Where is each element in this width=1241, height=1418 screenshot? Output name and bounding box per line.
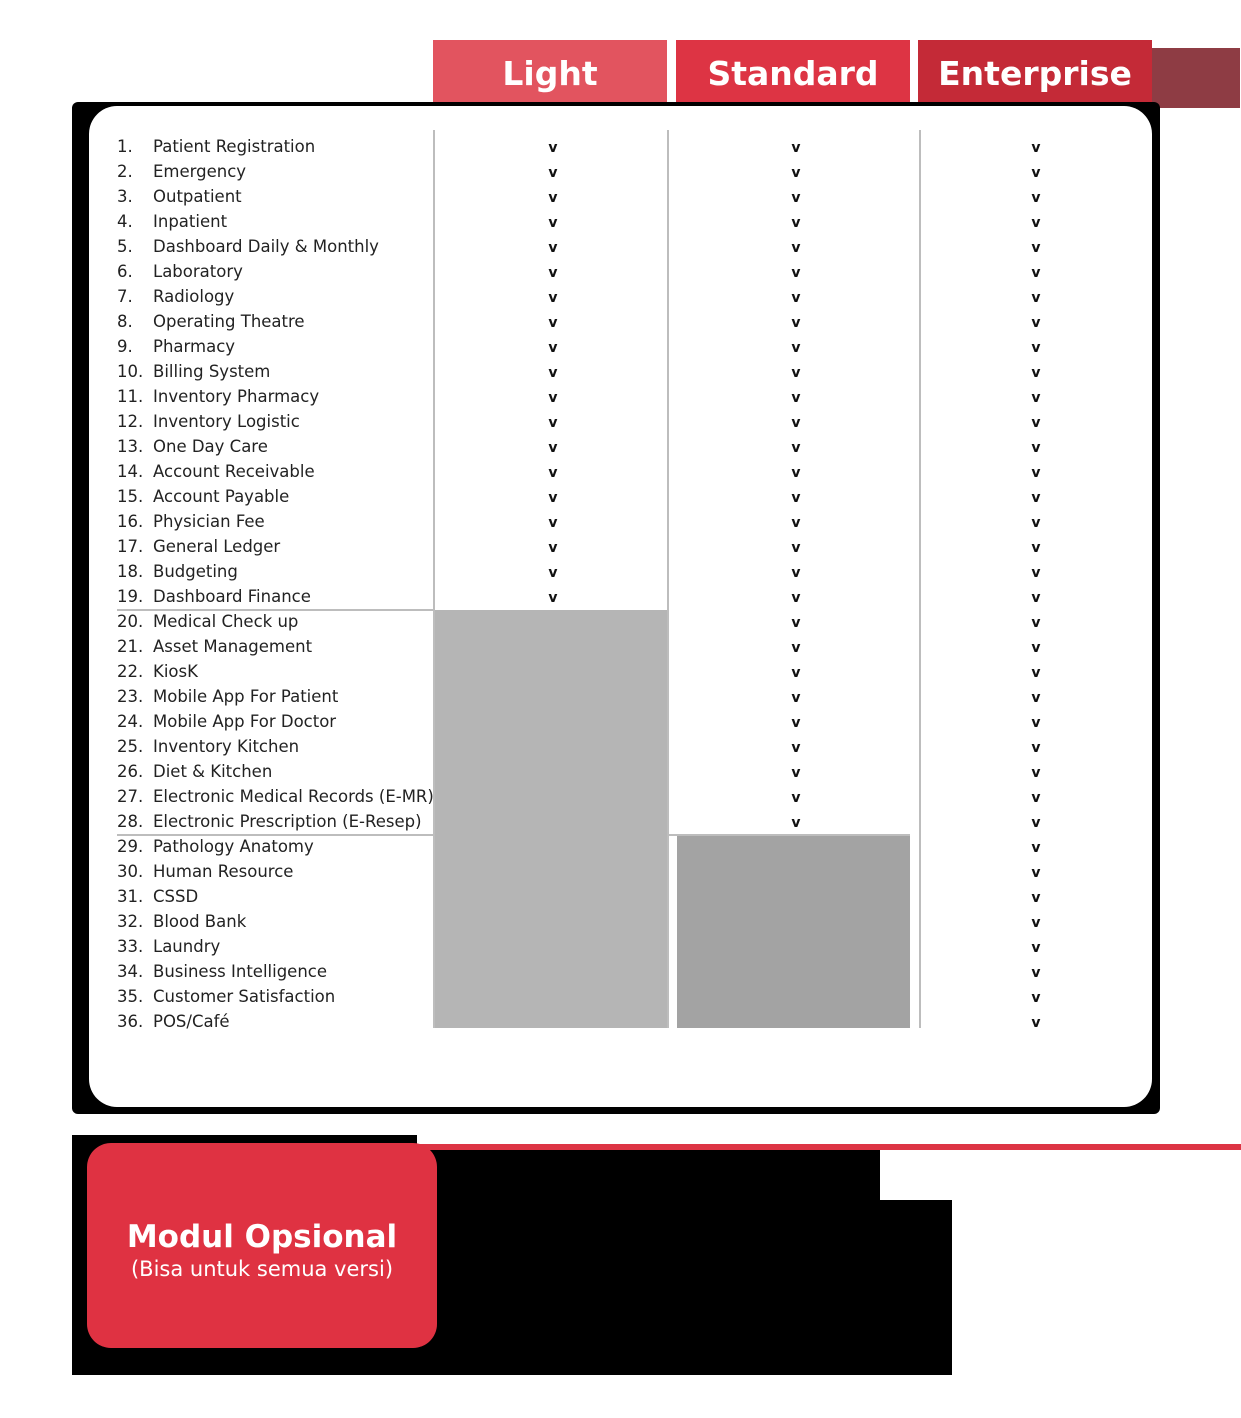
- module-number: 11.: [117, 387, 144, 406]
- module-row: [117, 360, 437, 385]
- check-mark-standard: v: [791, 515, 801, 531]
- module-row: [117, 835, 437, 860]
- module-label: Operating Theatre: [153, 312, 305, 331]
- module-row: [117, 285, 437, 310]
- check-mark-enterprise: v: [1031, 990, 1041, 1006]
- check-mark-standard: v: [791, 265, 801, 281]
- module-number: 5.: [117, 237, 133, 256]
- module-number: 25.: [117, 737, 144, 756]
- check-mark-standard: v: [791, 440, 801, 456]
- module-number: 30.: [117, 862, 144, 881]
- module-number: 32.: [117, 912, 144, 931]
- check-mark-standard: v: [791, 490, 801, 506]
- module-label: Diet & Kitchen: [153, 762, 273, 781]
- module-row: [117, 810, 437, 835]
- module-number: 23.: [117, 687, 144, 706]
- module-number: 18.: [117, 562, 144, 581]
- check-mark-light: v: [548, 540, 558, 556]
- module-row: [117, 910, 437, 935]
- check-mark-light: v: [548, 590, 558, 606]
- tier-header-standard: Standard: [676, 40, 910, 107]
- module-label: Dashboard Daily & Monthly: [153, 237, 379, 256]
- check-mark-standard: v: [791, 640, 801, 656]
- optional-title: Modul Opsional: [126, 1218, 398, 1255]
- check-mark-standard: v: [791, 240, 801, 256]
- module-label: Inventory Logistic: [153, 412, 300, 431]
- module-row: [117, 610, 437, 635]
- module-row: [117, 885, 437, 910]
- tier-divider-standard-col: [667, 834, 910, 836]
- module-label: Radiology: [153, 287, 235, 306]
- module-number: 13.: [117, 437, 144, 456]
- module-label: One Day Care: [153, 437, 268, 456]
- check-mark-enterprise: v: [1031, 315, 1041, 331]
- check-mark-standard: v: [791, 140, 801, 156]
- module-label: Business Intelligence: [153, 962, 328, 981]
- check-mark-enterprise: v: [1031, 515, 1041, 531]
- module-number: 29.: [117, 837, 144, 856]
- check-mark-standard: v: [791, 565, 801, 581]
- module-label: Asset Management: [153, 637, 313, 656]
- check-mark-standard: v: [791, 190, 801, 206]
- check-mark-enterprise: v: [1031, 615, 1041, 631]
- module-label: Mobile App For Patient: [153, 687, 339, 706]
- check-mark-standard: v: [791, 365, 801, 381]
- module-label: Inventory Kitchen: [153, 737, 300, 756]
- module-label: Inpatient: [153, 212, 228, 231]
- module-label: Pharmacy: [153, 337, 236, 356]
- module-row: [117, 485, 437, 510]
- tier-header-light: Light: [433, 40, 667, 107]
- check-mark-standard: v: [791, 390, 801, 406]
- module-row: [117, 535, 437, 560]
- check-mark-standard: v: [791, 340, 801, 356]
- module-number: 1.: [117, 137, 133, 156]
- module-label: Dashboard Finance: [153, 587, 311, 606]
- check-mark-enterprise: v: [1031, 540, 1041, 556]
- module-number: 8.: [117, 312, 133, 331]
- check-mark-light: v: [548, 440, 558, 456]
- optional-subtitle: (Bisa untuk semua versi): [130, 1256, 394, 1281]
- module-number: 17.: [117, 537, 144, 556]
- check-mark-enterprise: v: [1031, 240, 1041, 256]
- check-mark-enterprise: v: [1031, 390, 1041, 406]
- module-row: [117, 410, 437, 435]
- module-row: [117, 435, 437, 460]
- module-row: [117, 960, 437, 985]
- module-label: Physician Fee: [153, 512, 265, 531]
- module-number: 14.: [117, 462, 144, 481]
- check-mark-enterprise: v: [1031, 640, 1041, 656]
- module-row: [117, 760, 437, 785]
- check-mark-enterprise: v: [1031, 665, 1041, 681]
- check-mark-enterprise: v: [1031, 190, 1041, 206]
- module-label: Laundry: [153, 937, 221, 956]
- module-label: Account Receivable: [153, 462, 315, 481]
- module-row: [117, 260, 437, 285]
- module-row: [117, 385, 437, 410]
- check-mark-light: v: [548, 365, 558, 381]
- check-mark-standard: v: [791, 740, 801, 756]
- check-mark-standard: v: [791, 590, 801, 606]
- check-mark-enterprise: v: [1031, 915, 1041, 931]
- module-number: 4.: [117, 212, 133, 231]
- check-mark-enterprise: v: [1031, 765, 1041, 781]
- check-mark-enterprise: v: [1031, 690, 1041, 706]
- check-mark-light: v: [548, 165, 558, 181]
- check-mark-light: v: [548, 315, 558, 331]
- module-row: [117, 135, 437, 160]
- check-mark-enterprise: v: [1031, 265, 1041, 281]
- module-row: [117, 335, 437, 360]
- check-mark-standard: v: [791, 165, 801, 181]
- module-row: [117, 860, 437, 885]
- module-number: 2.: [117, 162, 133, 181]
- module-row: [117, 510, 437, 535]
- optional-module-box: [87, 1143, 437, 1348]
- module-number: 28.: [117, 812, 144, 831]
- optional-shadow-cut: [880, 1150, 1241, 1200]
- module-number: 20.: [117, 612, 144, 631]
- check-mark-light: v: [548, 490, 558, 506]
- module-number: 22.: [117, 662, 144, 681]
- module-row: [117, 460, 437, 485]
- check-mark-enterprise: v: [1031, 715, 1041, 731]
- module-label: Outpatient: [153, 187, 242, 206]
- check-mark-enterprise: v: [1031, 815, 1041, 831]
- module-row: [117, 660, 437, 685]
- module-number: 15.: [117, 487, 144, 506]
- check-mark-enterprise: v: [1031, 890, 1041, 906]
- module-row: [117, 685, 437, 710]
- column-divider-enterprise: [919, 130, 921, 1028]
- check-mark-light: v: [548, 140, 558, 156]
- check-mark-light: v: [548, 340, 558, 356]
- module-row: [117, 585, 437, 610]
- check-mark-light: v: [548, 565, 558, 581]
- module-label: POS/Café: [153, 1012, 230, 1031]
- tier-header-enterprise: Enterprise: [918, 40, 1152, 107]
- check-mark-enterprise: v: [1031, 490, 1041, 506]
- light-unavailable-area: [434, 610, 668, 1028]
- module-label: Electronic Medical Records (E-MR): [153, 787, 434, 806]
- check-mark-light: v: [548, 465, 558, 481]
- check-mark-enterprise: v: [1031, 940, 1041, 956]
- check-mark-enterprise: v: [1031, 840, 1041, 856]
- module-number: 16.: [117, 512, 144, 531]
- module-label: Budgeting: [153, 562, 238, 581]
- module-number: 21.: [117, 637, 144, 656]
- check-mark-enterprise: v: [1031, 415, 1041, 431]
- module-label: Pathology Anatomy: [153, 837, 314, 856]
- check-mark-enterprise: v: [1031, 165, 1041, 181]
- module-label: KiosK: [153, 662, 198, 681]
- module-number: 36.: [117, 1012, 144, 1031]
- check-mark-light: v: [548, 190, 558, 206]
- check-mark-standard: v: [791, 665, 801, 681]
- module-label: Emergency: [153, 162, 247, 181]
- check-mark-light: v: [548, 265, 558, 281]
- check-mark-enterprise: v: [1031, 565, 1041, 581]
- module-number: 6.: [117, 262, 133, 281]
- check-mark-standard: v: [791, 815, 801, 831]
- check-mark-enterprise: v: [1031, 1015, 1041, 1031]
- module-number: 27.: [117, 787, 144, 806]
- check-mark-light: v: [548, 240, 558, 256]
- check-mark-enterprise: v: [1031, 790, 1041, 806]
- check-mark-standard: v: [791, 765, 801, 781]
- check-mark-standard: v: [791, 690, 801, 706]
- module-row: [117, 310, 437, 335]
- module-row: [117, 985, 437, 1010]
- module-number: 19.: [117, 587, 144, 606]
- module-label: Billing System: [153, 362, 271, 381]
- module-number: 3.: [117, 187, 133, 206]
- check-mark-standard: v: [791, 790, 801, 806]
- optional-red-rule: [420, 1144, 1241, 1150]
- check-mark-standard: v: [791, 290, 801, 306]
- check-mark-enterprise: v: [1031, 740, 1041, 756]
- module-label: Electronic Prescription (E-Resep): [153, 812, 422, 831]
- module-number: 9.: [117, 337, 133, 356]
- module-label: Medical Check up: [153, 612, 299, 631]
- check-mark-enterprise: v: [1031, 865, 1041, 881]
- module-row: [117, 185, 437, 210]
- check-mark-standard: v: [791, 540, 801, 556]
- module-label: Human Resource: [153, 862, 294, 881]
- check-mark-standard: v: [791, 215, 801, 231]
- check-mark-standard: v: [791, 415, 801, 431]
- check-mark-standard: v: [791, 315, 801, 331]
- module-label: Mobile App For Doctor: [153, 712, 337, 731]
- check-mark-enterprise: v: [1031, 215, 1041, 231]
- check-mark-enterprise: v: [1031, 465, 1041, 481]
- check-mark-standard: v: [791, 615, 801, 631]
- check-mark-standard: v: [791, 715, 801, 731]
- check-mark-enterprise: v: [1031, 340, 1041, 356]
- check-mark-enterprise: v: [1031, 140, 1041, 156]
- module-row: [117, 1010, 437, 1035]
- check-mark-light: v: [548, 290, 558, 306]
- module-row: [117, 735, 437, 760]
- module-label: General Ledger: [153, 537, 281, 556]
- module-label: Blood Bank: [153, 912, 247, 931]
- module-row: [117, 710, 437, 735]
- check-mark-light: v: [548, 215, 558, 231]
- module-label: Patient Registration: [153, 137, 316, 156]
- module-row: [117, 935, 437, 960]
- column-divider-standard: [667, 130, 669, 1028]
- check-mark-light: v: [548, 515, 558, 531]
- check-mark-enterprise: v: [1031, 440, 1041, 456]
- module-number: 26.: [117, 762, 144, 781]
- module-row: [117, 235, 437, 260]
- module-row: [117, 160, 437, 185]
- module-number: 10.: [117, 362, 144, 381]
- check-mark-light: v: [548, 415, 558, 431]
- module-row: [117, 560, 437, 585]
- module-number: 34.: [117, 962, 144, 981]
- module-number: 24.: [117, 712, 144, 731]
- module-number: 33.: [117, 937, 144, 956]
- standard-unavailable-area: [677, 835, 910, 1028]
- check-mark-standard: v: [791, 465, 801, 481]
- comparison-table-card: [89, 106, 1152, 1107]
- check-mark-enterprise: v: [1031, 590, 1041, 606]
- module-number: 12.: [117, 412, 144, 431]
- module-label: Customer Satisfaction: [153, 987, 336, 1006]
- module-row: [117, 635, 437, 660]
- module-label: CSSD: [153, 887, 199, 906]
- module-row: [117, 210, 437, 235]
- module-number: 7.: [117, 287, 133, 306]
- module-label: Laboratory: [153, 262, 243, 281]
- module-label: Account Payable: [153, 487, 290, 506]
- check-mark-light: v: [548, 390, 558, 406]
- check-mark-enterprise: v: [1031, 290, 1041, 306]
- check-mark-enterprise: v: [1031, 365, 1041, 381]
- module-label: Inventory Pharmacy: [153, 387, 320, 406]
- module-row: [117, 785, 437, 810]
- check-mark-enterprise: v: [1031, 965, 1041, 981]
- module-number: 35.: [117, 987, 144, 1006]
- module-number: 31.: [117, 887, 144, 906]
